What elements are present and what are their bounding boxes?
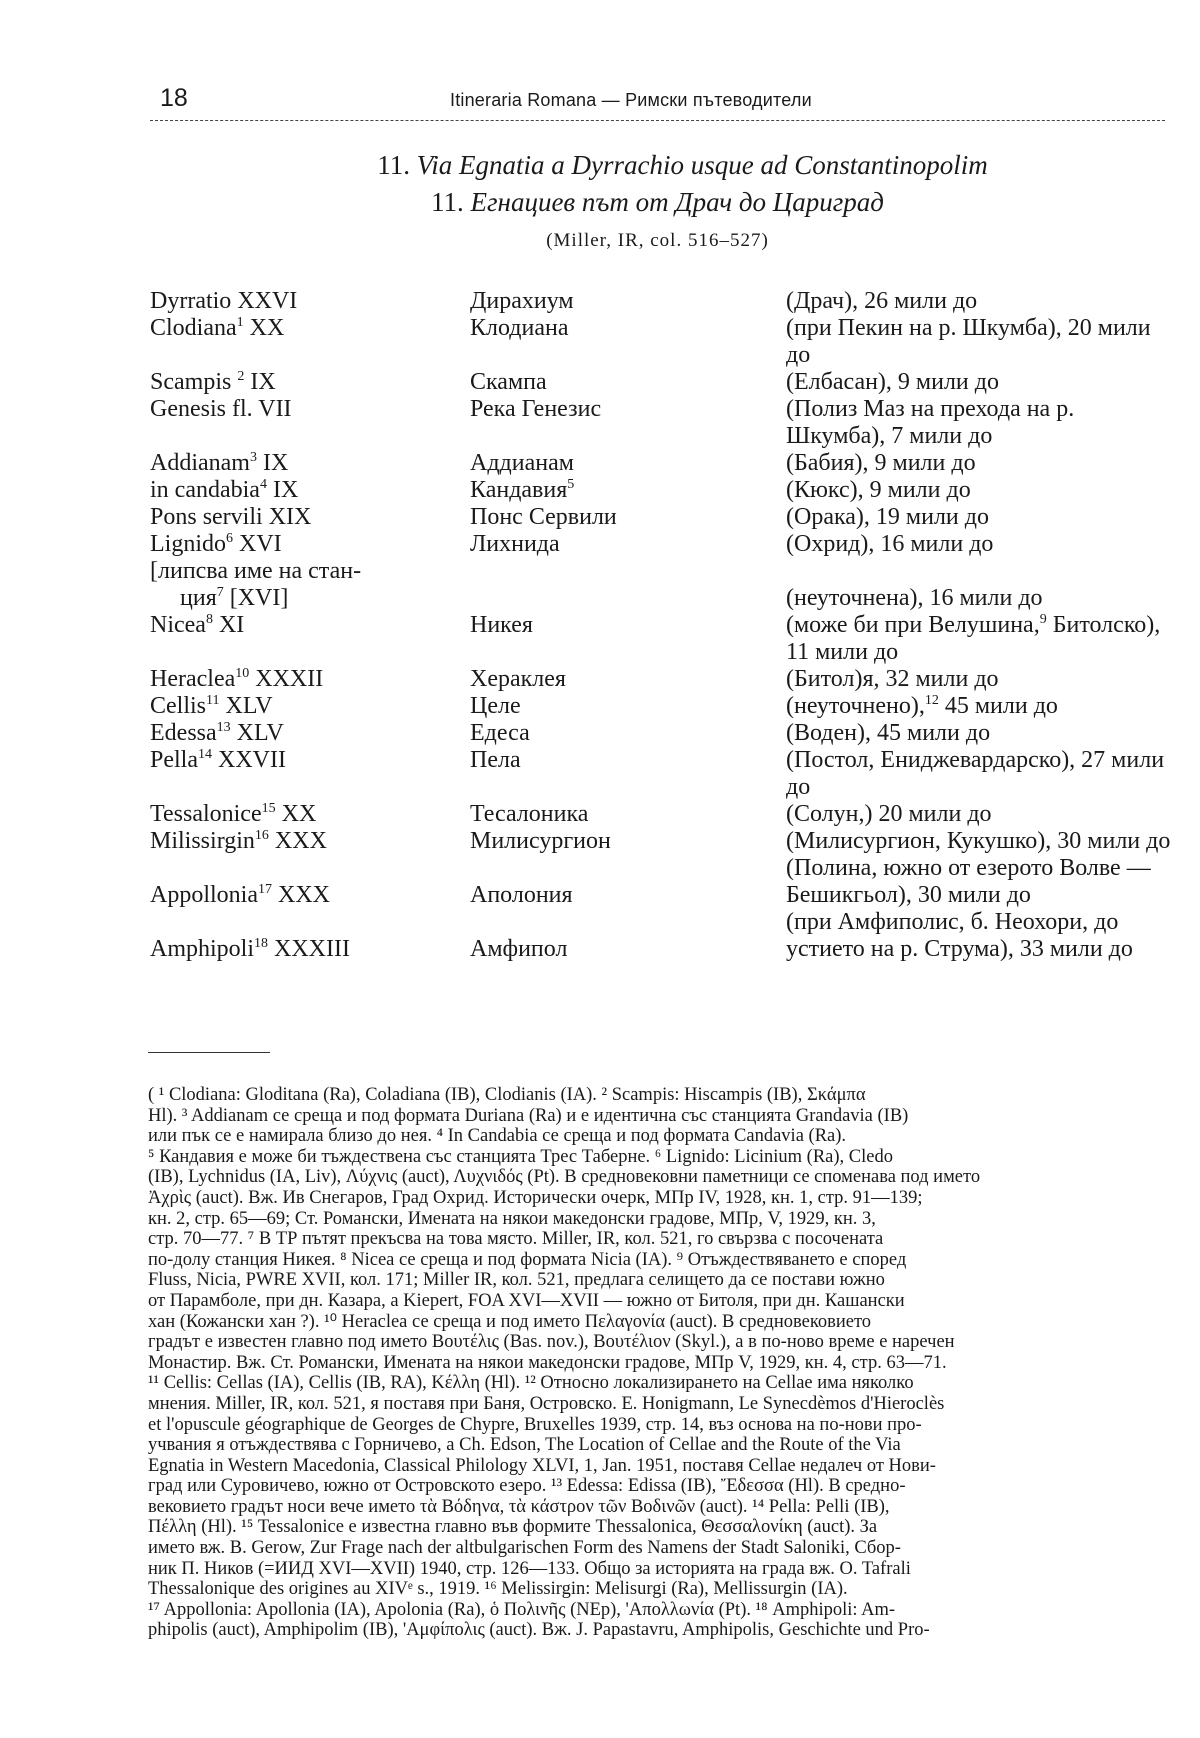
- footnote-line: стр. 70—77. ⁷ В ТР пътят прекъсва на това място. Miller, IR, кол. 521, го свързва с посочената: [148, 1229, 884, 1250]
- station-latin: ция$^7$ [XVI]: [180, 585, 289, 611]
- footnote-line: от Парамболе, при дн. Казара, а Kiepert, FOA XVI—XVII — южно от Битоля, при дн. Кашански: [148, 1290, 905, 1311]
- modern-location: (неуточнена), 16 мили до: [786, 585, 1043, 611]
- running-title: Itineraria Romana — Римски пътеводители: [450, 90, 812, 110]
- modern-location: (при Пекин на р. Шкумба), 20 мили до: [786, 315, 1151, 368]
- footnote-line: градът е известен главно под името Βουτέλις (Bas. nov.), Βουτέλιον (Skyl.), а в по-ново време е наречен: [148, 1332, 955, 1353]
- station-bulgarian: Аддианам: [470, 450, 574, 476]
- footnote-line: (IB), Lychnidus (IA, Liv), Λύχνις (auct), Λυχνιδός (Pt). В средновековни паметници се споменава под името: [148, 1167, 981, 1188]
- footnote-line: Thessalonique des origines au XIVᵉ s., 1919. ¹⁶ Melissirgin: Melisurgi (Ra), Mellissurgin (IA).: [148, 1579, 848, 1600]
- footnote-line: мнения. Miller, IR, кол. 521, я поставя при Баня, Островско. E. Honigmann, Le Synecdèmos d'Hieroclès: [148, 1393, 945, 1414]
- footnote-line: хан (Кожански хан ?). ¹⁰ Heraclea се среща и под името Πελαγονία (auct). В средновековието: [148, 1311, 872, 1332]
- modern-location: (Кюкс), 9 мили до: [786, 477, 971, 503]
- footnote-line: вековието градът носи вече името τὰ Βόδηνα, τὰ κάστρον τῶν Βοδινῶν (auct). ¹⁴ Pella: Pelli (IB),: [148, 1496, 890, 1517]
- modern-location: (Елбасан), 9 мили до: [786, 369, 999, 395]
- title-reference: (Miller, IR, col. 516–527): [546, 230, 769, 251]
- modern-location: (Солун,) 20 мили до: [786, 801, 992, 827]
- chapter-title-block: [150, 150, 1165, 252]
- station-latin: Heraclea$^{10}$ XXXII: [150, 666, 324, 692]
- modern-locations-column: [786, 288, 1176, 963]
- modern-location: (при Амфиполис, б. Неохори, до устието на р. Струма), 33 мили до: [786, 909, 1133, 962]
- footnote-line: по-долу станция Никея. ⁸ Nicea се среща и под формата Nicia (IA). ⁹ Отъждествяването е според: [148, 1249, 907, 1270]
- footnote-line: Hl). ³ Addianam се среща и под формата Duriana (Ra) и е идентична със станцията Grandavia (IB): [148, 1105, 909, 1126]
- modern-location: (неуточнено),$^{12}$ 45 мили до: [786, 693, 1058, 719]
- header-rule: [150, 120, 1165, 121]
- station-bulgarian: Кандавия$^5$: [470, 477, 575, 503]
- modern-location: (Постол, Ениджевардарско), 27 мили до: [786, 747, 1165, 800]
- modern-location: (Битол)я, 32 мили до: [786, 666, 999, 692]
- running-head: [150, 80, 1165, 116]
- station-bulgarian: Пела: [470, 747, 521, 773]
- footnote-line: ⁵ Кандавия е може би тъждествена със станцията Трес Таберне. ⁶ Lignido: Licinium (Ra), Cledo: [148, 1146, 893, 1167]
- station-latin: Pella$^{14}$ XXVII: [150, 747, 286, 773]
- station-latin: Clodiana$^1$ XX: [150, 315, 285, 341]
- station-bulgarian: Лихнида: [470, 531, 560, 557]
- modern-location: (Воден), 45 мили до: [786, 720, 991, 746]
- station-bulgarian: Клодиана: [470, 315, 569, 341]
- station-bulgarian: Аполония: [470, 882, 573, 908]
- footnote-line: Монастир. Вж. Ст. Романски, Имената на някои македонски градове, МПр V, 1929, кн. 4, стр. 63—71.: [148, 1352, 947, 1373]
- modern-location: (Полиз Маз на прехода на р. Шкумба), 7 мили до: [786, 396, 1075, 449]
- footnote-line: ¹⁷ Appollonia: Apollonia (IA), Apolonia (Ra), ὁ Πολινῆς (NEp), 'Απολλωνία (Pt). ¹⁸ Amphipoli: Am-: [148, 1599, 896, 1620]
- station-latin: Pons servili XIX: [150, 504, 312, 530]
- station-latin: Nicea$^8$ XI: [150, 612, 245, 638]
- station-bulgarian: Тесалоника: [470, 801, 589, 827]
- modern-location: (може би при Велушина,$^9$ Битолско), 11 мили до: [786, 612, 1161, 665]
- station-bulgarian: Никея: [470, 612, 533, 638]
- station-bulgarian: Целе: [470, 693, 521, 719]
- modern-location: (Орака), 19 мили до: [786, 504, 989, 530]
- station-latin: in candabia$^4$ IX: [150, 477, 299, 503]
- station-latin: Genesis fl. VII: [150, 396, 292, 422]
- footnote-line: Egnatia in Western Macedonia, Classical Philology XLVI, 1, Jan. 1951, поставя Cellae недалеч от Нови-: [148, 1455, 936, 1476]
- station-bulgarian: Едеса: [470, 720, 530, 746]
- station-bulgarian: Скампа: [470, 369, 547, 395]
- modern-location: (Бабия), 9 мили до: [786, 450, 976, 476]
- bulgarian-stations-column: [470, 288, 770, 963]
- station-bulgarian: Хераклея: [470, 666, 566, 692]
- station-bulgarian: Понс Сервили: [470, 504, 617, 530]
- footnote-line: Πέλλη (Hl). ¹⁵ Tessalonice е известна главно във формите Thessalonica, Θεσσαλονίκη (auct). За: [148, 1517, 878, 1538]
- footnote-line: et l'opuscule géographique de Georges de Chypre, Bruxelles 1939, стр. 14, въз основа на по-нови про-: [148, 1414, 922, 1435]
- footnote-line: Fluss, Nicia, PWRE XVII, кол. 171; Miller IR, кол. 521, предлага селището да се постави южно: [148, 1270, 885, 1291]
- footnote-rule: [148, 1052, 270, 1053]
- station-latin: Milissirgin$^{16}$ XXX: [150, 828, 327, 854]
- station-latin: [липсва име на стан-: [150, 558, 362, 584]
- modern-location: (Полина, южно от езерото Волве — Бешикгьол), 30 мили до: [786, 855, 1151, 908]
- footnote-line: учвания я отъждествява с Горничево, а Ch. Edson, The Location of Cellae and the Route of the Via: [148, 1435, 901, 1456]
- station-latin: Lignido$^6$ XVI: [150, 531, 282, 557]
- page-number: 18: [160, 84, 188, 112]
- modern-location: (Охрид), 16 мили до: [786, 531, 994, 557]
- station-bulgarian: Амфипол: [470, 936, 568, 962]
- footnote-line: името вж. B. Gerow, Zur Frage nach der altbulgarischen Form des Namens der Stadt Saloniki, Сбор-: [148, 1538, 901, 1559]
- modern-location: (Милисургион, Кукушко), 30 мили до: [786, 828, 1171, 854]
- footnote-line: или пък се е намирала близо до нея. ⁴ In Candabia се среща и под формата Candavia (Ra).: [148, 1126, 847, 1147]
- footnote-line: кн. 2, стр. 65—69; Ст. Романски, Имената на някои македонски градове, МПр, V, 1929, кн. 3,: [148, 1208, 876, 1229]
- station-latin: Amphipoli$^{18}$ XXXIII: [150, 936, 350, 962]
- station-bulgarian: Река Генезис: [470, 396, 602, 422]
- station-latin: Dyrratio XXVI: [150, 288, 298, 314]
- station-bulgarian: Милисургион: [470, 828, 611, 854]
- footnote-line: ник П. Ников (=ИИД XVI—XVII) 1940, стр. 126—133. Общо за историята на града вж. O. Tafrali: [148, 1558, 911, 1579]
- station-bulgarian: Дирахиум: [470, 288, 574, 314]
- station-latin: Cellis$^{11}$ XLV: [150, 693, 273, 719]
- footnote-line: ( ¹ Clodiana: Gloditana (Ra), Coladiana (IB), Clodianis (IA). ² Scampis: Hiscampis (IB), Σκάμπα: [148, 1085, 866, 1105]
- station-latin: Edessa$^{13}$ XLV: [150, 720, 284, 746]
- footnote-line: град или Суровичево, южно от Островското езеро. ¹³ Edessa: Edissa (IB), Ἔδεσσα (Hl). В средно-: [148, 1476, 906, 1497]
- footnote-line: phipolis (auct), Amphipolim (IB), 'Αμφίπολις (auct). Вж. J. Papastavru, Amphipolis, Geschichte und Pro-: [148, 1620, 930, 1641]
- station-latin: Addianam$^3$ IX: [150, 450, 289, 476]
- latin-stations-column: [150, 288, 450, 963]
- station-latin: Tessalonice$^{15}$ XX: [150, 801, 317, 827]
- title-bulgarian: 11. Егнациев път от Драч до Цариград: [431, 187, 884, 217]
- station-latin: Scampis $^2$ IX: [150, 369, 276, 395]
- station-latin: Appollonia$^{17}$ XXX: [150, 882, 330, 908]
- footnote-line: ¹¹ Cellis: Cellas (IA), Cellis (IB, RA), Κέλλη (Hl). ¹² Относно локализирането на Cellae има няколко: [148, 1373, 914, 1394]
- title-latin: 11. Via Egnatia a Dyrrachio usque ad Constantinopolim: [377, 150, 988, 180]
- modern-location: (Драч), 26 мили до: [786, 288, 978, 314]
- footnote-line: Ἀχρὶς (auct). Вж. Ив Снегаров, Град Охрид. Исторически очерк, МПр IV, 1928, кн. 1, стр. 91—139;: [148, 1187, 923, 1208]
- footnotes: [148, 1085, 1166, 1641]
